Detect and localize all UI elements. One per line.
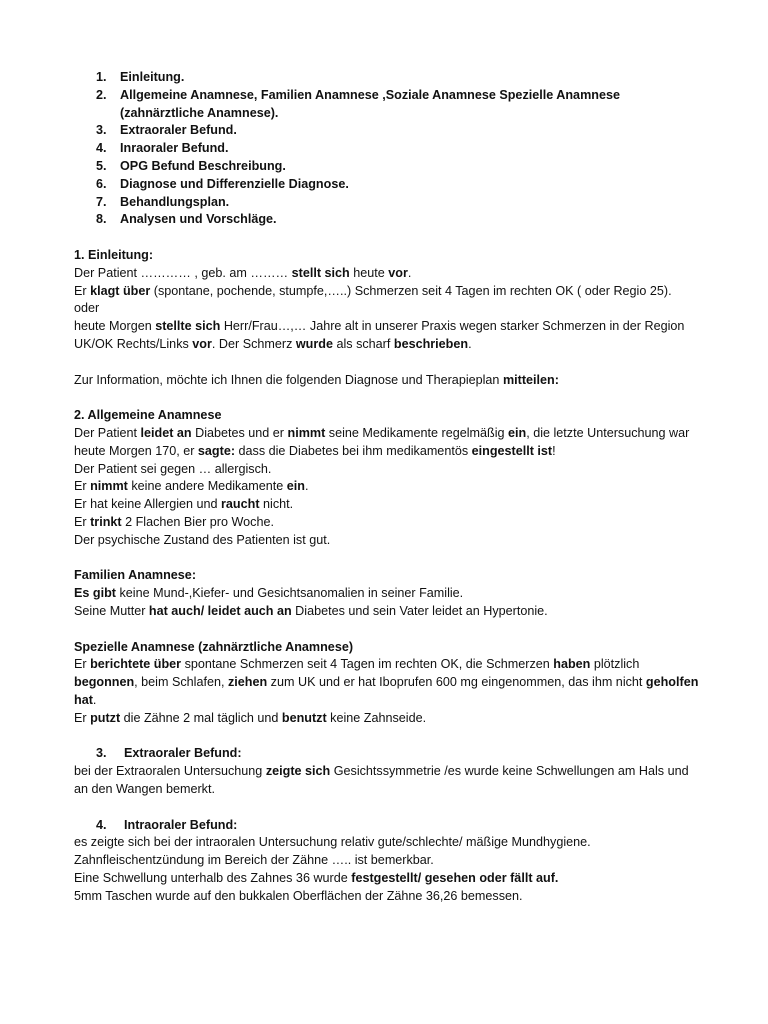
section-heading-allgemeine-anamnese: 2. Allgemeine Anamnese: [74, 408, 222, 423]
paragraph-line: Er hat keine Allergien und raucht nicht.: [74, 497, 294, 512]
paragraph-line: Der Patient sei gegen … allergisch.: [74, 461, 272, 476]
paragraph-line: heute Morgen stellte sich Herr/Frau…,… Jahre alt in unserer Praxis wegen starker Schmerzen in der Region UK/OK Rechts/Links vor. Der Schmerz wurde als scharf beschrieben.: [74, 319, 685, 351]
paragraph-line: Er klagt über (spontane, pochende, stumpfe,…..) Schmerzen seit 4 Tagen im rechten OK ( oder Regio 25).: [74, 283, 672, 298]
paragraph-line: Er berichtete über spontane Schmerzen seit 4 Tagen im rechten OK, die Schmerzen haben plötzlich begonnen, beim Schlafen, ziehen zum UK und er hat Iboprufen 600 mg eingenommen, das ihm nicht geholfen hat.: [74, 657, 699, 707]
paragraph-line: Zur Information, möchte ich Ihnen die folgenden Diagnose und Therapieplan mitteilen:: [74, 372, 559, 387]
toc-item: 2. Allgemeine Anamnese, Familien Anamnese ,Soziale Anamnese Spezielle Anamnese (zahnärztliche Anamnese).: [96, 87, 620, 120]
paragraph-line: Eine Schwellung unterhalb des Zahnes 36 wurde festgestellt/ gesehen oder fällt auf.: [74, 870, 559, 885]
toc-item: 3. Extraoraler Befund.: [96, 123, 237, 138]
toc-item: 5. OPG Befund Beschreibung.: [96, 158, 286, 173]
paragraph-line: Er nimmt keine andere Medikamente ein.: [74, 479, 309, 494]
toc-item: 6. Diagnose und Differenzielle Diagnose.: [96, 176, 349, 191]
paragraph-line: Seine Mutter hat auch/ leidet auch an Diabetes und sein Vater leidet an Hypertonie.: [74, 603, 548, 618]
paragraph-line: Es gibt keine Mund-,Kiefer- und Gesichtsanomalien in seiner Familie.: [74, 586, 464, 601]
paragraph-line: Er trinkt 2 Flachen Bier pro Woche.: [74, 514, 274, 529]
toc-item: 8. Analysen und Vorschläge.: [96, 212, 277, 227]
paragraph-line: oder: [74, 301, 100, 316]
toc-item: 7. Behandlungsplan.: [96, 194, 230, 209]
section-heading-intraoraler-befund: 4. Intraoraler Befund:: [96, 817, 238, 832]
paragraph-line: es zeigte sich bei der intraoralen Untersuchung relativ gute/schlechte/ mäßige Mundhygiene.: [74, 835, 591, 850]
section-heading-spezielle-anamnese: Spezielle Anamnese (zahnärztliche Anamnese): [74, 639, 354, 654]
section-heading-einleitung: 1. Einleitung:: [74, 248, 154, 262]
paragraph-line: bei der Extraoralen Untersuchung zeigte sich Gesichtssymmetrie /es wurde keine Schwellungen am Hals und an den Wangen bemerkt.: [74, 764, 689, 796]
table-of-contents: [96, 69, 696, 229]
paragraph-line: 5mm Taschen wurde auf den bukkalen Oberflächen der Zähne 36,26 bemessen.: [74, 888, 523, 903]
toc-item: 4. Inraoraler Befund.: [96, 141, 229, 156]
section-heading-extraoraler-befund: 3. Extraoraler Befund:: [96, 746, 242, 761]
paragraph-line: Der psychische Zustand des Patienten ist gut.: [74, 532, 331, 547]
paragraph-line: Er putzt die Zähne 2 mal täglich und benutzt keine Zahnseide.: [74, 710, 427, 725]
paragraph-line: Zahnfleischentzündung im Bereich der Zähne ….. ist bemerkbar.: [74, 853, 434, 868]
document-body: [74, 247, 704, 905]
toc-item: 1. Einleitung.: [96, 70, 185, 84]
section-heading-familien-anamnese: Familien Anamnese:: [74, 568, 197, 583]
paragraph-line: Der Patient ………… , geb. am ……… stellt sich heute vor.: [74, 265, 412, 280]
paragraph-line: Der Patient leidet an Diabetes und er nimmt seine Medikamente regelmäßig ein, die letzte Untersuchung war heute Morgen 170, er sagte: dass die Diabetes bei ihm medikamentös eingestellt ist!: [74, 425, 690, 458]
